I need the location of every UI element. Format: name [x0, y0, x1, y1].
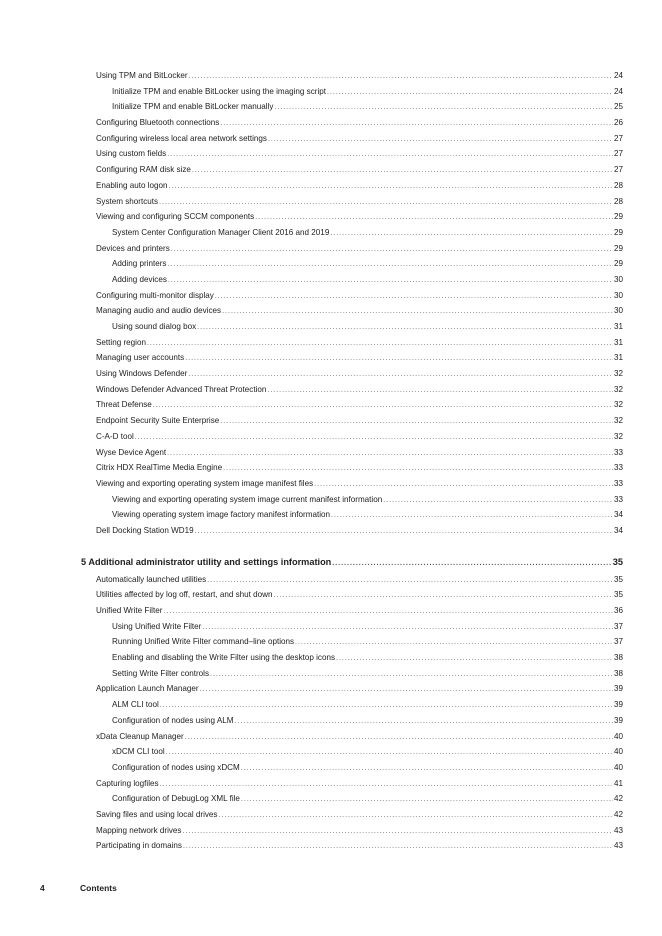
- toc-entry-title: Automatically launched utilities: [96, 574, 207, 584]
- toc-entry-title: System shortcuts: [96, 196, 159, 206]
- page-number: 4: [40, 883, 45, 893]
- toc-entry-page: 27: [613, 165, 623, 175]
- toc-entry-link[interactable]: [96, 131, 623, 148]
- toc-entry-page: 35: [612, 556, 623, 567]
- toc-entry-link[interactable]: [96, 838, 623, 855]
- toc-leader-dots: [200, 682, 613, 698]
- toc-entry[interactable]: [112, 619, 623, 635]
- toc-entry[interactable]: [96, 194, 623, 210]
- toc-entry-title: Setting region: [96, 337, 146, 347]
- toc-entry[interactable]: [96, 681, 623, 697]
- toc-entry-title: Configuring multi-monitor display: [96, 290, 214, 300]
- toc-entry-link[interactable]: [96, 115, 623, 132]
- toc-leader-dots: [160, 698, 613, 714]
- toc-entry-link[interactable]: [96, 303, 623, 320]
- toc-entry[interactable]: [96, 241, 623, 257]
- toc-entry[interactable]: [96, 68, 623, 84]
- toc-entry-title: Using sound dialog box: [112, 322, 197, 331]
- toc-entry[interactable]: [112, 666, 623, 682]
- toc-leader-dots: [182, 824, 613, 840]
- toc-entry-title: Citrix HDX RealTime Media Engine: [96, 463, 223, 473]
- toc-entry-link[interactable]: [96, 460, 623, 477]
- toc-entry[interactable]: [96, 303, 623, 319]
- toc-entry-page: 31: [613, 322, 623, 331]
- toc-entry[interactable]: [96, 131, 623, 147]
- toc-entry-page: 29: [613, 259, 623, 269]
- toc-entry-page: 35: [613, 590, 623, 600]
- toc-entry-title: System Center Configuration Manager Client 2016 and 2019: [112, 227, 330, 237]
- toc-entry-title: Setting Write Filter controls: [112, 668, 210, 678]
- toc-entry-link[interactable]: [96, 146, 623, 163]
- toc-entry[interactable]: [112, 99, 623, 115]
- toc-entry-link[interactable]: [112, 99, 623, 116]
- toc-entry[interactable]: [112, 272, 623, 288]
- toc-leader-dots: [336, 651, 613, 667]
- toc-entry-page: 28: [613, 180, 623, 190]
- toc-entry-title: xData Cleanup Manager: [96, 731, 184, 741]
- toc-entry-link[interactable]: [112, 272, 623, 289]
- toc-entry-link[interactable]: [96, 807, 623, 824]
- toc-entry-link[interactable]: [112, 697, 623, 714]
- toc-entry-page: 40: [613, 762, 623, 772]
- toc-entry-link[interactable]: [96, 681, 623, 698]
- toc-leader-dots: [167, 147, 613, 163]
- toc-entry-link[interactable]: [112, 666, 623, 683]
- toc-entry-page: 39: [613, 700, 623, 710]
- toc-entry-page: 28: [613, 196, 623, 206]
- toc-entry[interactable]: [112, 760, 623, 776]
- toc-entry[interactable]: [96, 209, 623, 225]
- toc-entry[interactable]: [96, 572, 623, 588]
- toc-entry-link[interactable]: [112, 84, 623, 101]
- toc-entry-page: 33: [613, 478, 623, 488]
- toc-entry-title: Configuring wireless local area network settings: [96, 133, 267, 143]
- toc-entry-page: 30: [613, 306, 623, 316]
- toc-entry-title: ALM CLI tool: [112, 700, 159, 710]
- toc-entry-page: 27: [613, 149, 623, 159]
- toc-leader-dots: [220, 414, 613, 430]
- toc-entry-title: 5 Additional administrator utility and settings information: [81, 556, 332, 567]
- toc-entry-link[interactable]: [96, 523, 623, 540]
- toc-entry-title: Wyse Device Agent: [96, 447, 167, 457]
- toc-entry[interactable]: [96, 729, 623, 745]
- toc-leader-dots: [241, 792, 613, 808]
- toc-entry-link[interactable]: [96, 178, 623, 195]
- toc-entry-link[interactable]: [96, 162, 623, 179]
- toc-entry[interactable]: [96, 776, 623, 792]
- toc-entry[interactable]: [96, 523, 623, 539]
- toc-entry-page: 31: [613, 337, 623, 347]
- toc-entry[interactable]: [96, 366, 623, 382]
- toc-entry[interactable]: [96, 603, 623, 619]
- toc-entry[interactable]: [96, 350, 623, 366]
- toc-entry-link[interactable]: [96, 288, 623, 305]
- toc-entry-page: 32: [613, 400, 623, 410]
- toc-leader-dots: [268, 132, 613, 148]
- toc-entry-link[interactable]: [112, 650, 623, 667]
- toc-leader-dots: [171, 242, 613, 258]
- toc-entry-link[interactable]: [112, 507, 623, 524]
- toc-entry-title: Windows Defender Advanced Threat Protection: [96, 384, 267, 394]
- toc-entry-title: Initialize TPM and enable BitLocker using the imaging script: [112, 86, 326, 96]
- toc-leader-dots: [163, 604, 613, 620]
- toc-entry[interactable]: [112, 319, 623, 335]
- toc-entry-title: Unified Write Filter: [96, 606, 163, 615]
- toc-entry-title: Adding devices: [112, 274, 167, 284]
- toc-entry-link[interactable]: [96, 68, 623, 85]
- toc-entry-title: Enabling and disabling the Write Filter using the desktop icons: [112, 653, 336, 663]
- toc-entry-link[interactable]: [96, 587, 623, 604]
- toc-entry-title: Viewing and configuring SCCM components: [96, 212, 255, 222]
- toc-leader-dots: [210, 667, 613, 683]
- toc-entry-page: 40: [613, 731, 623, 741]
- toc-entry-title: Endpoint Security Suite Enterprise: [96, 416, 220, 426]
- toc-entry-page: 29: [613, 243, 623, 253]
- toc-entry-title: Running Unified Write Filter command–line options: [112, 637, 295, 647]
- toc-entry-page: 25: [613, 102, 623, 112]
- toc-entry-page: 40: [613, 747, 623, 757]
- toc-entry-link[interactable]: [96, 476, 623, 493]
- toc-entry-link[interactable]: [96, 429, 623, 446]
- toc-entry-page: 33: [613, 463, 623, 473]
- toc-entry-page: 24: [613, 86, 623, 96]
- toc-entry-title: Saving files and using local drives: [96, 809, 218, 819]
- toc-leader-dots: [169, 179, 613, 195]
- toc-entry-link[interactable]: [96, 445, 623, 462]
- toc-entry-title: Managing audio and audio devices: [96, 306, 222, 316]
- toc-entry[interactable]: [96, 146, 623, 162]
- toc-entry[interactable]: [96, 115, 623, 131]
- toc-entry-page: 24: [613, 71, 623, 80]
- toc-entry-page: 29: [613, 212, 623, 222]
- toc-entry[interactable]: [112, 634, 623, 650]
- toc-entry[interactable]: [96, 476, 623, 492]
- toc-entry-page: 43: [613, 841, 623, 851]
- toc-leader-dots: [223, 461, 613, 477]
- toc-entry-link[interactable]: [96, 241, 623, 258]
- toc-entry-title: Devices and printers: [96, 243, 170, 253]
- toc-leader-dots: [218, 808, 613, 824]
- toc-entry-title: Viewing and exporting operating system image manifest files: [96, 478, 314, 488]
- toc-leader-dots: [220, 116, 613, 132]
- toc-entry-page: 43: [613, 825, 623, 835]
- toc-entry-page: 32: [613, 384, 623, 394]
- toc-entry-page: 36: [613, 606, 623, 615]
- toc-entry-title: Configuring Bluetooth connections: [96, 118, 220, 128]
- toc-leader-dots: [159, 195, 613, 211]
- toc-leader-dots: [185, 351, 613, 367]
- toc-entry[interactable]: [112, 713, 623, 729]
- toc-chapter-entry[interactable]: [81, 553, 623, 571]
- toc-entry-link[interactable]: [96, 572, 623, 589]
- toc-entry-title: Application Launch Manager: [96, 684, 199, 694]
- toc-entry-page: 38: [613, 668, 623, 678]
- toc-leader-dots: [185, 730, 613, 746]
- toc-entry-title: Configuring RAM disk size: [96, 165, 191, 175]
- toc-leader-dots: [153, 398, 613, 414]
- toc-entry[interactable]: [112, 256, 623, 272]
- toc-entry-page: 41: [613, 778, 623, 788]
- toc-entry-title: Viewing operating system image factory manifest information: [112, 510, 331, 520]
- toc-entry-title: Using TPM and BitLocker: [96, 71, 188, 80]
- toc-leader-dots: [327, 85, 613, 101]
- toc-entry[interactable]: [96, 335, 623, 351]
- toc-entry-link[interactable]: [96, 413, 623, 430]
- toc-entry-page: 34: [613, 510, 623, 520]
- toc-entry-link[interactable]: [81, 553, 623, 573]
- toc-leader-dots: [197, 320, 613, 336]
- toc-entry[interactable]: [96, 838, 623, 854]
- toc-entry-page: 31: [613, 353, 623, 363]
- toc-entry-link[interactable]: [112, 492, 623, 509]
- toc-entry-title: Participating in domains: [96, 841, 182, 851]
- toc-entry-page: 30: [613, 290, 623, 300]
- toc-leader-dots: [267, 383, 613, 399]
- toc-entry-title: Managing user accounts: [96, 353, 185, 363]
- toc-entry[interactable]: [96, 413, 623, 429]
- toc-leader-dots: [330, 226, 613, 242]
- toc-entry[interactable]: [96, 178, 623, 194]
- toc-entry-page: 42: [613, 809, 623, 819]
- toc-entry-link[interactable]: [112, 225, 623, 242]
- toc-entry-page: 38: [613, 653, 623, 663]
- toc-entry-title: Threat Defense: [96, 400, 152, 410]
- toc-entry-title: Using Windows Defender: [96, 369, 188, 379]
- toc-entry[interactable]: [96, 823, 623, 839]
- toc-leader-dots: [147, 336, 613, 352]
- toc-entry-page: 30: [613, 274, 623, 284]
- toc-entry[interactable]: [112, 744, 623, 760]
- toc-leader-dots: [188, 367, 613, 383]
- toc-entry-link[interactable]: [96, 382, 623, 399]
- toc-entry-link[interactable]: [112, 760, 623, 777]
- toc-leader-dots: [167, 446, 613, 462]
- toc-leader-dots: [295, 635, 613, 651]
- toc-entry-title: Capturing logfiles: [96, 778, 159, 788]
- toc-leader-dots: [235, 714, 613, 730]
- toc-entry[interactable]: [96, 288, 623, 304]
- toc-leader-dots: [215, 289, 613, 305]
- toc-entry-link[interactable]: [112, 634, 623, 651]
- toc-entry-page: 39: [613, 715, 623, 725]
- toc-entry-page: 35: [613, 574, 623, 584]
- toc-entry-link[interactable]: [112, 256, 623, 273]
- toc-leader-dots: [189, 69, 613, 85]
- toc-entry[interactable]: [112, 492, 623, 508]
- toc-leader-dots: [314, 477, 613, 493]
- toc-entry[interactable]: [112, 791, 623, 807]
- toc-entry-title: Configuration of nodes using xDCM: [112, 762, 240, 772]
- toc-leader-dots: [207, 573, 613, 589]
- toc-entry-title: Using custom fields: [96, 149, 167, 159]
- toc-entry-page: 32: [613, 369, 623, 379]
- toc-entry-title: Using Unified Write Filter: [112, 621, 202, 631]
- toc-entry-page: 39: [613, 684, 623, 694]
- toc-entry-link[interactable]: [112, 713, 623, 730]
- toc-entry-page: 32: [613, 431, 623, 441]
- toc-leader-dots: [167, 257, 613, 273]
- toc-entry-page: 42: [613, 794, 623, 804]
- toc-entry-link[interactable]: [96, 335, 623, 352]
- toc-entry-page: 37: [613, 637, 623, 647]
- toc-entry-title: Configuration of DebugLog XML file: [112, 794, 240, 804]
- toc-entry-title: Utilities affected by log off, restart, and shut down: [96, 590, 273, 600]
- toc-entry-link[interactable]: [112, 619, 623, 636]
- toc-entry-link[interactable]: [96, 603, 623, 620]
- toc-entry-link[interactable]: [96, 823, 623, 840]
- toc-leader-dots: [222, 304, 613, 320]
- toc-entry-link[interactable]: [96, 397, 623, 414]
- toc-entry-page: 29: [613, 227, 623, 237]
- toc-leader-dots: [331, 508, 613, 524]
- toc-entry[interactable]: [96, 460, 623, 476]
- toc-entry[interactable]: [96, 382, 623, 398]
- toc-entry-title: Mapping network drives: [96, 825, 182, 835]
- section-name: Contents: [80, 883, 117, 893]
- toc-entry-page: 26: [613, 118, 623, 128]
- toc-entry-page: 33: [613, 447, 623, 457]
- toc-entry[interactable]: [96, 397, 623, 413]
- toc-leader-dots: [202, 620, 613, 636]
- toc-entry-page: 32: [613, 416, 623, 426]
- toc-entry-title: C-A-D tool: [96, 431, 134, 441]
- toc-entry-page: 34: [613, 525, 623, 535]
- toc-entry-title: Initialize TPM and enable BitLocker manually: [112, 102, 274, 112]
- toc-entry[interactable]: [96, 587, 623, 603]
- toc-entry[interactable]: [112, 84, 623, 100]
- toc-entry-link[interactable]: [96, 209, 623, 226]
- toc-entry[interactable]: [96, 807, 623, 823]
- toc-entry-page: 37: [613, 621, 623, 631]
- toc-entry-link[interactable]: [112, 744, 623, 761]
- toc-entry-link[interactable]: [96, 350, 623, 367]
- toc-entry-link[interactable]: [96, 194, 623, 211]
- toc-entry[interactable]: [112, 507, 623, 523]
- toc-entry-title: Configuration of nodes using ALM: [112, 715, 234, 725]
- toc-entry[interactable]: [112, 650, 623, 666]
- toc-entry-link[interactable]: [112, 791, 623, 808]
- toc-entry[interactable]: [96, 429, 623, 445]
- toc-entry-title: xDCM CLI tool: [112, 747, 165, 757]
- toc-entry-title: Adding printers: [112, 259, 167, 269]
- table-of-contents: [0, 68, 662, 854]
- toc-entry-title: Dell Docking Station WD19: [96, 525, 194, 535]
- toc-entry-title: Enabling auto logon: [96, 180, 168, 190]
- toc-entry-page: 27: [613, 133, 623, 143]
- toc-leader-dots: [168, 273, 613, 289]
- toc-leader-dots: [192, 163, 613, 179]
- toc-leader-dots: [274, 588, 613, 604]
- toc-leader-dots: [383, 493, 613, 509]
- toc-entry-link[interactable]: [112, 319, 623, 336]
- toc-entry[interactable]: [96, 445, 623, 461]
- toc-leader-dots: [160, 777, 613, 793]
- toc-entry-link[interactable]: [96, 776, 623, 793]
- toc-leader-dots: [166, 745, 613, 761]
- toc-entry-link[interactable]: [96, 729, 623, 746]
- toc-leader-dots: [183, 839, 613, 855]
- toc-entry[interactable]: [112, 225, 623, 241]
- toc-leader-dots: [255, 210, 613, 226]
- toc-leader-dots: [195, 524, 613, 540]
- toc-entry[interactable]: [112, 697, 623, 713]
- toc-leader-dots: [332, 555, 611, 573]
- toc-entry-title: Viewing and exporting operating system image current manifest information: [112, 494, 383, 504]
- toc-entry[interactable]: [96, 162, 623, 178]
- toc-leader-dots: [135, 430, 613, 446]
- toc-entry-link[interactable]: [96, 366, 623, 383]
- toc-leader-dots: [241, 761, 613, 777]
- toc-entry-page: 33: [613, 494, 623, 504]
- toc-leader-dots: [274, 100, 613, 116]
